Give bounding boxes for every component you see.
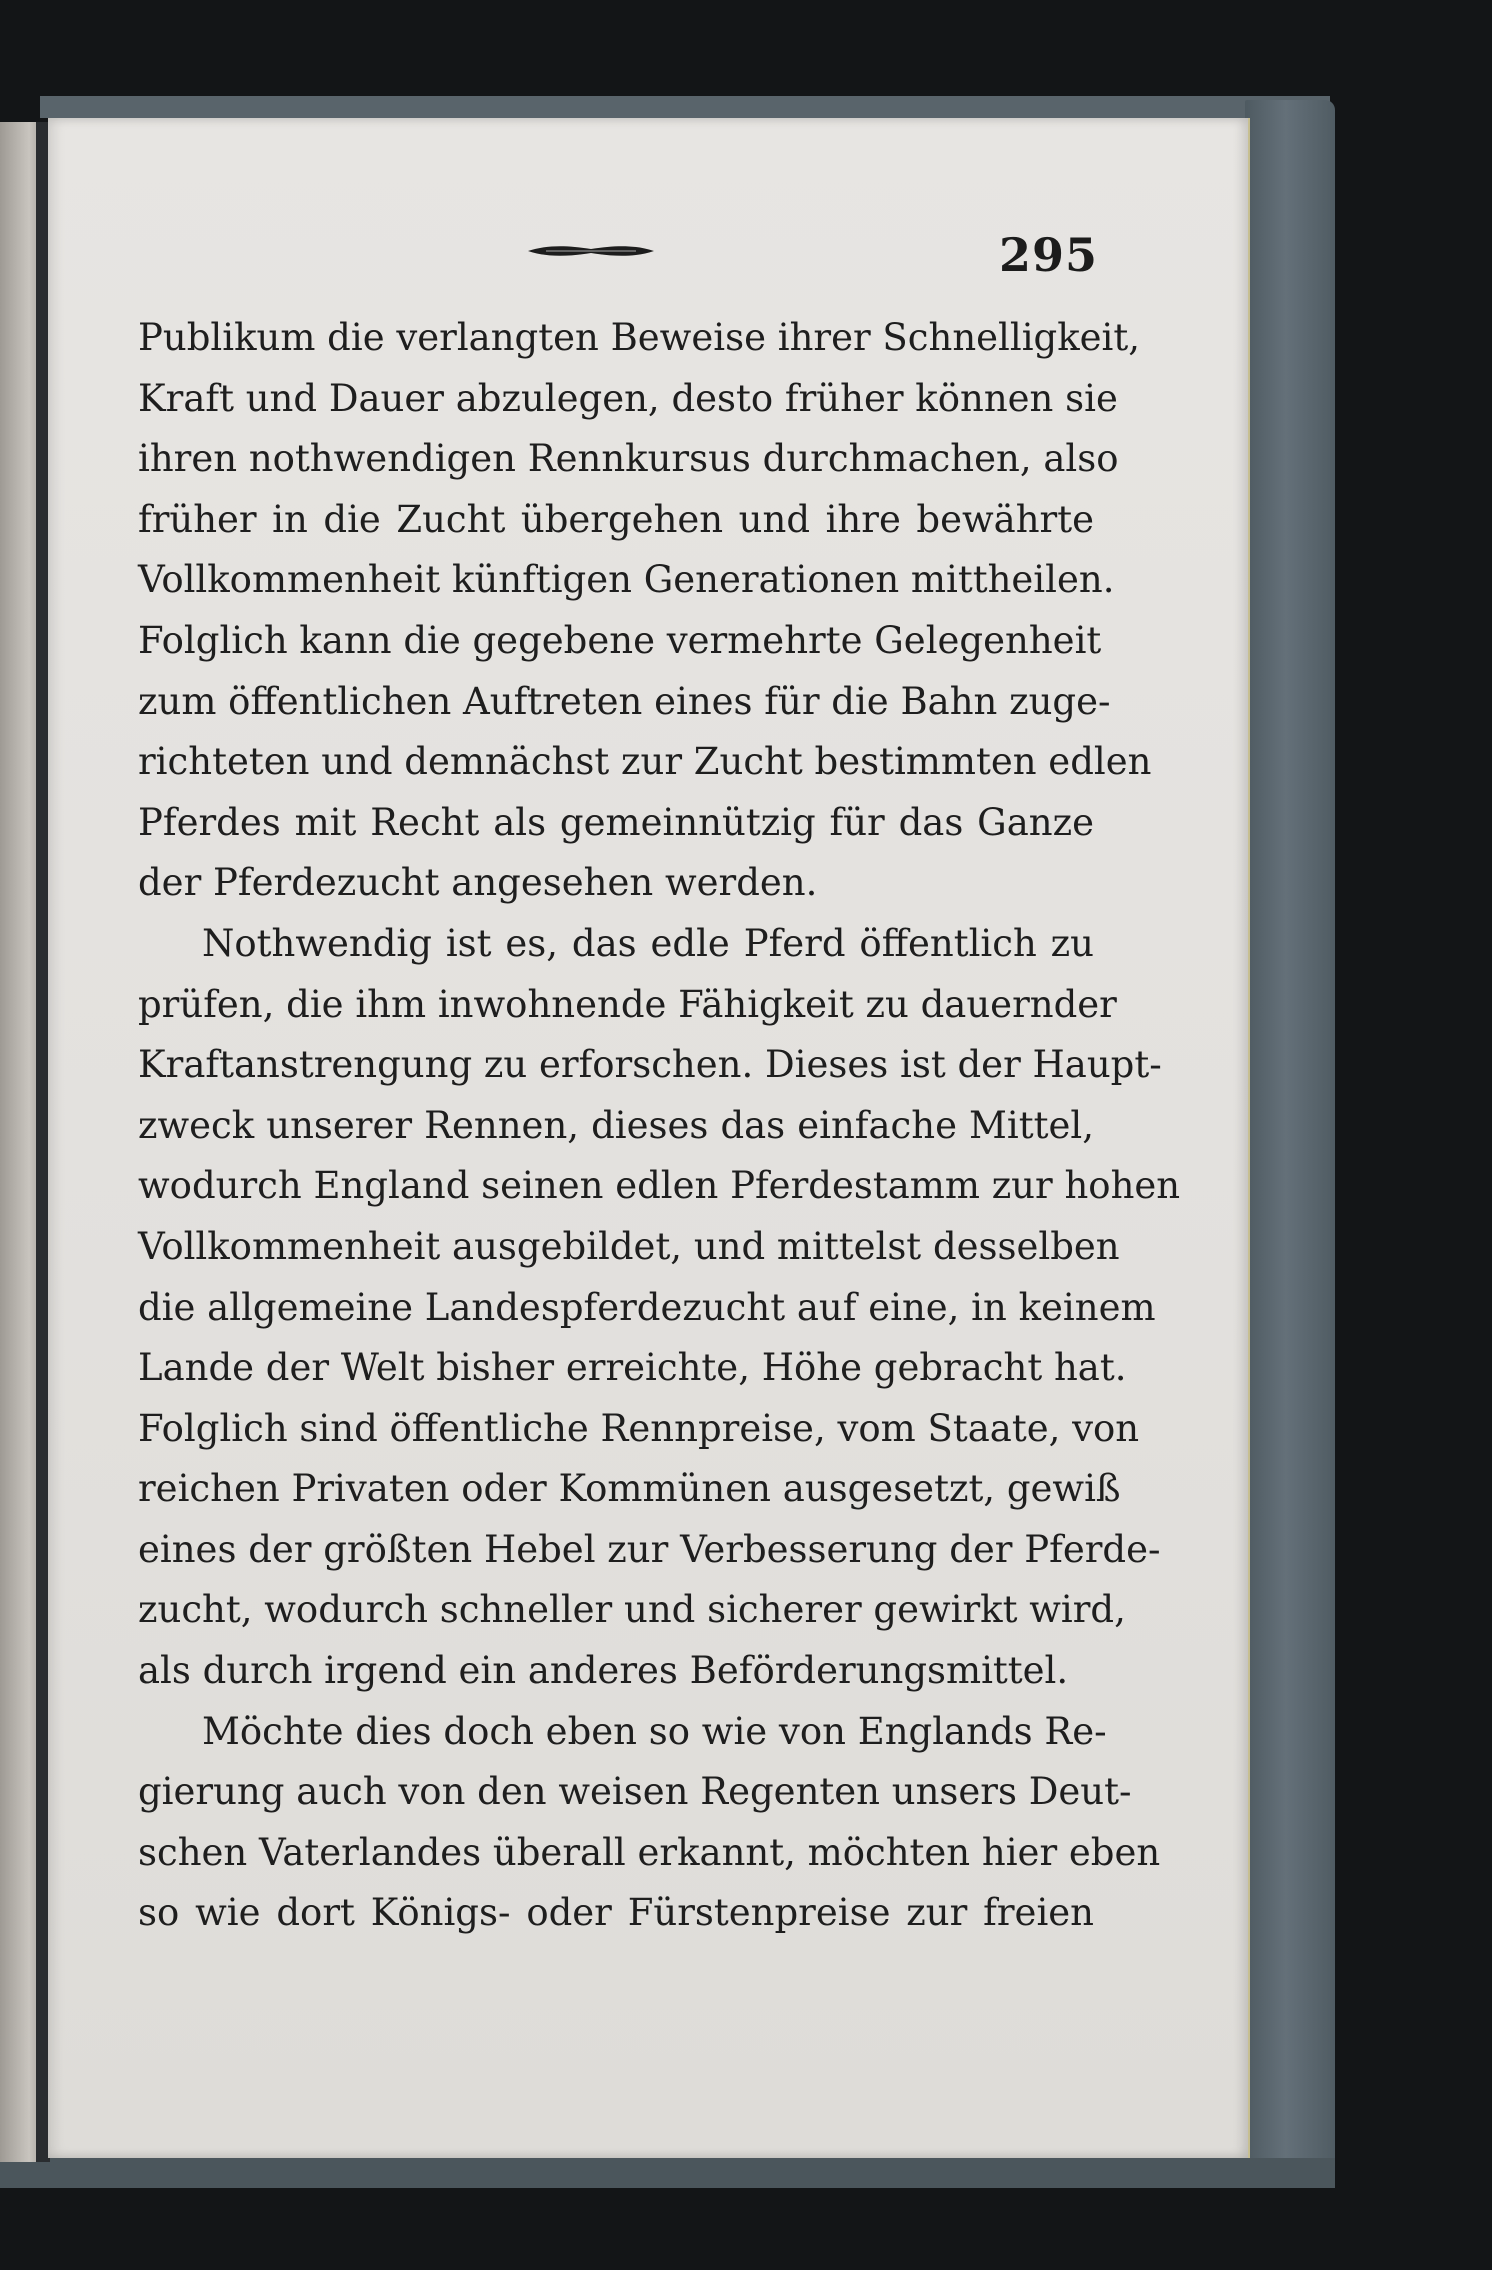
text-line: Publikum die verlangten Beweise ihrer Schnelligkeit,: [138, 316, 1141, 359]
cover-right-board: [1245, 100, 1335, 2180]
cover-bottom-edge: [0, 2158, 1335, 2188]
text-line: früher in die Zucht übergehen und ihre bewährte: [138, 497, 1094, 541]
cover-top-edge: [40, 96, 1330, 118]
text-line: zweck unserer Rennen, dieses das einfache Mittel,: [138, 1103, 1094, 1147]
text-line: wodurch England seinen edlen Pferdestamm zur hohen: [138, 1164, 1181, 1208]
text-line: Folglich kann die gegebene vermehrte Gelegenheit: [138, 618, 1102, 662]
text-line: gierung auch von den weisen Regenten unsers Deut-: [138, 1770, 1132, 1814]
text-line: Folglich sind öffentliche Rennpreise, vom Staate, von: [138, 1406, 1140, 1450]
text-line: eines der größten Hebel zur Verbesserung der Pferde-: [138, 1527, 1161, 1571]
text-line: Lande der Welt bisher erreichte, Höhe gebracht hat.: [138, 1346, 1127, 1390]
body-text: [138, 308, 1181, 1944]
text-line: der Pferdezucht angesehen werden.: [138, 861, 818, 905]
text-line: Kraftanstrengung zu erforschen. Dieses ist der Haupt-: [138, 1043, 1162, 1087]
page-number: 295: [998, 228, 1098, 282]
text-line: schen Vaterlandes überall erkannt, möchten hier eben: [138, 1830, 1161, 1874]
text-line: Möchte dies doch eben so wie von Englands Re-: [202, 1709, 1107, 1753]
text-line: ihren nothwendigen Rennkursus durchmachen, also: [138, 437, 1119, 481]
text-line: prüfen, die ihm inwohnende Fähigkeit zu dauernder: [138, 982, 1117, 1026]
text-line: Vollkommenheit künftigen Generationen mittheilen.: [138, 558, 1115, 602]
text-line: so wie dort Königs- oder Fürstenpreise zur freien: [138, 1891, 1094, 1935]
text-line: Pferdes mit Recht als gemeinnützig für das Ganze: [138, 800, 1094, 844]
text-line: reichen Privaten oder Kommünen ausgesetzt, gewiß: [138, 1467, 1121, 1511]
text-line: Kraft und Dauer abzulegen, desto früher können sie: [138, 376, 1118, 420]
text-line: Nothwendig ist es, das edle Pferd öffentlich zu: [202, 921, 1094, 965]
text-line: richteten und demnächst zur Zucht bestimmten edlen: [138, 740, 1152, 784]
text-line: Vollkommenheit ausgebildet, und mittelst desselben: [138, 1224, 1120, 1268]
text-line: die allgemeine Landespferdezucht auf eine, in keinem: [138, 1285, 1156, 1329]
book-page: [48, 118, 1248, 2158]
text-line: zum öffentlichen Auftreten eines für die Bahn zuge-: [138, 679, 1111, 723]
text-line: zucht, wodurch schneller und sicherer gewirkt wird,: [138, 1588, 1126, 1632]
text-line: als durch irgend ein anderes Beförderungsmittel.: [138, 1649, 1069, 1693]
header-ornament: [526, 244, 656, 258]
